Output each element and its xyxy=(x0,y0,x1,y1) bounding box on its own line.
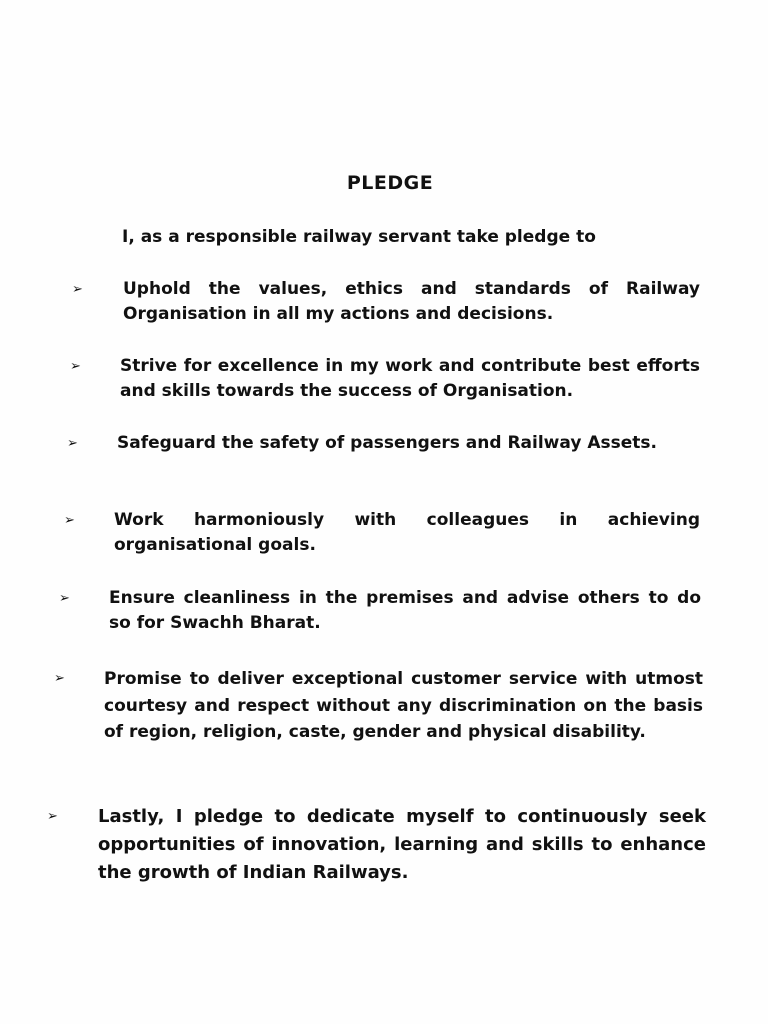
pledge-item-text: Safeguard the safety of passengers and Railway Assets. xyxy=(117,433,657,453)
pledge-item-text: Work harmoniously with colleagues in achieving organisational goals. xyxy=(114,510,700,555)
arrow-bullet-icon: ➢ xyxy=(70,359,81,374)
pledge-item-text: Lastly, I pledge to dedicate myself to continuously seek opportunities of innovation, learning and skills to enhance the growth of Indian Railways. xyxy=(98,806,706,883)
arrow-bullet-icon: ➢ xyxy=(64,513,75,528)
arrow-bullet-icon: ➢ xyxy=(72,282,83,297)
pledge-item-text: Uphold the values, ethics and standards of Railway Organisation in all my actions and decisions. xyxy=(123,279,700,324)
arrow-bullet-icon: ➢ xyxy=(47,809,58,824)
arrow-bullet-icon: ➢ xyxy=(67,436,78,451)
arrow-bullet-icon: ➢ xyxy=(54,671,65,686)
pledge-intro: I, as a responsible railway servant take pledge to xyxy=(122,227,596,247)
pledge-item-text: Strive for excellence in my work and contribute best efforts and skills towards the success of Organisation. xyxy=(120,356,700,401)
page-title: PLEDGE xyxy=(346,172,434,194)
arrow-bullet-icon: ➢ xyxy=(59,591,70,606)
pledge-item-text: Ensure cleanliness in the premises and advise others to do so for Swachh Bharat. xyxy=(109,588,701,633)
pledge-item-text: Promise to deliver exceptional customer service with utmost courtesy and respect without any discrimination on the basis of region, religion, caste, gender and physical disability. xyxy=(104,669,703,742)
